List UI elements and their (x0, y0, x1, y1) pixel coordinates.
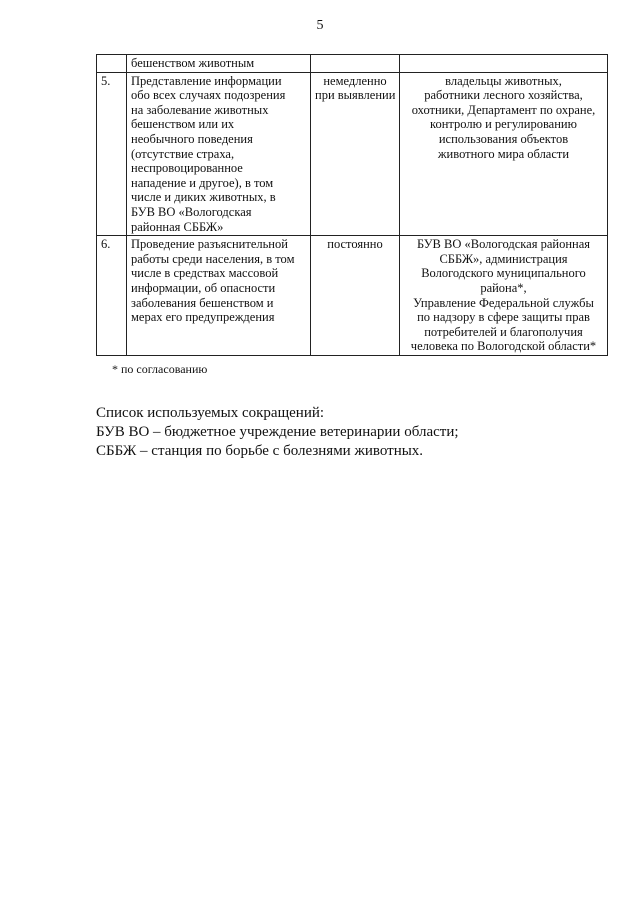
row-number-cell: 6. (97, 236, 127, 356)
responsible-line: по надзору в сфере защиты прав (417, 310, 590, 325)
responsible-line: потребителей и благополучия (424, 324, 583, 339)
action-line: заболевания бешенством и (131, 295, 274, 310)
responsible-line: охотники, Департамент по охране, (411, 102, 596, 117)
action-line: бешенством животным (131, 56, 255, 70)
term-line: при выявлении (315, 88, 396, 103)
responsible-line: использования объектов (438, 131, 569, 146)
term-line: немедленно (323, 73, 387, 88)
responsible-cell (400, 55, 608, 73)
row-number-cell (97, 55, 127, 73)
footnote: * по согласованию (112, 362, 208, 376)
action-line: мерах его предупреждения (131, 310, 275, 325)
action-line: информации, об опасности (131, 280, 276, 295)
responsible-cell (400, 236, 608, 356)
responsible-line: животного мира области (437, 146, 570, 161)
responsible-line: района*, (480, 280, 527, 295)
action-cell (127, 236, 311, 356)
term-line: постоянно (327, 237, 383, 252)
action-line: на заболевание животных (131, 102, 269, 117)
responsible-line: человека по Вологодской области* (410, 339, 597, 354)
action-cell (127, 55, 311, 73)
action-line: обо всех случаях подозрения (131, 88, 286, 103)
measures-table (96, 54, 608, 356)
row-number-cell: 5. (97, 72, 127, 236)
action-line: Представление информации (131, 73, 282, 88)
abbreviation-item: СББЖ – станция по борьбе с болезнями животных. (96, 443, 424, 459)
responsible-line: владельцы животных, (445, 73, 562, 88)
responsible-line: Вологодского муниципального (421, 266, 586, 281)
page-number: 5 (316, 18, 324, 33)
action-line: районная СББЖ» (131, 219, 224, 234)
responsible-line: БУВ ВО «Вологодская районная (416, 237, 591, 252)
action-line: БУВ ВО «Вологодская (131, 204, 252, 219)
term-cell (311, 236, 400, 356)
term-cell (311, 55, 400, 73)
responsible-line: работники лесного хозяйства, (424, 88, 583, 103)
responsible-line: СББЖ», администрация (439, 251, 568, 266)
action-line: работы среди населения, в том (131, 251, 295, 266)
action-line: неспровоцированное (131, 161, 243, 176)
action-line: бешенством или их (131, 117, 235, 132)
abbreviation-item: БУВ ВО – бюджетное учреждение ветеринарии области; (96, 424, 459, 440)
action-line: необычного поведения (131, 131, 253, 146)
action-line: числе в средствах массовой (131, 266, 279, 281)
abbreviations-title: Список используемых сокращений: (96, 405, 325, 421)
action-line: Проведение разъяснительной (131, 237, 288, 252)
action-line: числе и диких животных, в (131, 190, 276, 205)
table-row (97, 72, 608, 236)
term-cell (311, 72, 400, 236)
responsible-cell (400, 72, 608, 236)
action-line: нападение и другое), в том (131, 175, 274, 190)
abbreviations-list (96, 404, 459, 461)
responsible-line: контролю и регулированию (430, 117, 577, 132)
responsible-line: Управление Федеральной службы (413, 295, 594, 310)
action-line: (отсутствие страха, (131, 146, 235, 161)
table-row (97, 55, 608, 73)
table-row (97, 236, 608, 356)
action-cell (127, 72, 311, 236)
